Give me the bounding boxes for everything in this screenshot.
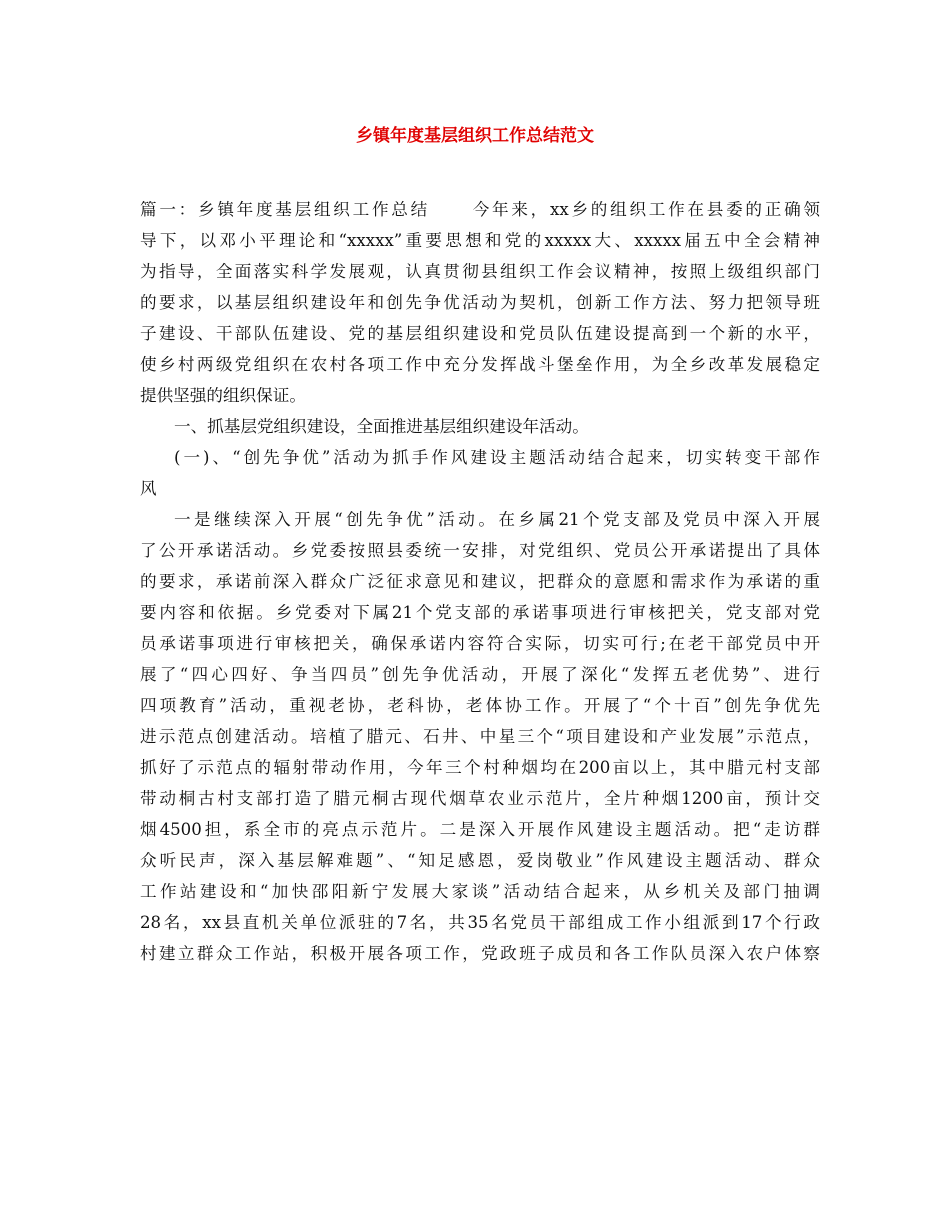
- paragraph-line: 员承诺事项进行审核把关，确保承诺内容符合实际，切实可行;在老干部党员中开: [140, 634, 820, 653]
- subsection-heading-line: 风: [140, 479, 157, 498]
- document-body: [140, 194, 820, 969]
- intro-line: 的要求，以基层组织建设年和创先争优活动为契机，创新工作方法、努力把领导班: [140, 293, 820, 312]
- paragraph-line: 一是继续深入开展“创先争优”活动。在乡属21个党支部及党员中深入开展: [174, 510, 820, 529]
- paragraph-line: 要内容和依据。乡党委对下属21个党支部的承诺事项进行审核把关，党支部对党: [140, 603, 820, 622]
- intro-line: 使乡村两级党组织在农村各项工作中充分发挥战斗堡垒作用，为全乡改革发展稳定: [140, 355, 820, 374]
- document-title: 乡镇年度基层组织工作总结范文: [356, 126, 594, 146]
- paragraph-line: 带动桐古村支部打造了腊元桐古现代烟草农业示范片，全片种烟1200亩，预计交: [140, 789, 820, 808]
- paragraph-line: 展了“四心四好、争当四员”创先争优活动，开展了深化“发挥五老优势”、进行: [140, 665, 820, 684]
- intro-line: 导下，以邓小平理论和“xxxxx”重要思想和党的xxxxx大、xxxxx届五中全会精神: [140, 231, 820, 250]
- paragraph-line: 进示范点创建活动。培植了腊元、石井、中星三个“项目建设和产业发展”示范点，: [140, 727, 820, 746]
- intro-heading: 篇一：乡镇年度基层组织工作总结: [140, 200, 430, 219]
- paragraph-line: 了公开承诺活动。乡党委按照县委统一安排，对党组织、党员公开承诺提出了具体: [140, 541, 820, 560]
- paragraph-line: 的要求，承诺前深入群众广泛征求意见和建议，把群众的意愿和需求作为承诺的重: [140, 572, 820, 591]
- intro-line: 为指导，全面落实科学发展观，认真贯彻县组织工作会议精神，按照上级组织部门: [140, 262, 820, 281]
- paragraph-line: 28名，xx县直机关单位派驻的7名，共35名党员干部组成工作小组派到17个行政: [140, 913, 820, 932]
- paragraph-line: 抓好了示范点的辐射带动作用，今年三个村种烟均在200亩以上，其中腊元村支部: [140, 758, 820, 777]
- intro-first-line-text: 今年来，xx乡的组织工作在县委的正确领: [469, 200, 821, 219]
- intro-first-line: [140, 194, 820, 225]
- section-heading: 一、抓基层党组织建设，全面推进基层组织建设年活动。: [174, 417, 589, 436]
- paragraph-line: 烟4500担，系全市的亮点示范片。二是深入开展作风建设主题活动。把“走访群: [140, 820, 820, 839]
- paragraph-line: 众听民声，深入基层解难题”、“知足感恩，爱岗敬业”作风建设主题活动、群众: [140, 851, 820, 870]
- paragraph-line: 村建立群众工作站，积极开展各项工作，党政班子成员和各工作队员深入农户体察: [140, 944, 820, 963]
- subsection-heading-line: (一)、“创先争优”活动为抓手作风建设主题活动结合起来，切实转变干部作: [174, 448, 820, 467]
- paragraph-line: 四项教育”活动，重视老协，老科协，老体协工作。开展了“个十百”创先争优先: [140, 696, 820, 715]
- intro-line: 子建设、干部队伍建设、党的基层组织建设和党员队伍建设提高到一个新的水平，: [140, 324, 820, 343]
- intro-line: 提供坚强的组织保证。: [140, 386, 306, 405]
- paragraph-line: 工作站建设和“加快邵阳新宁发展大家谈”活动结合起来，从乡机关及部门抽调: [140, 882, 820, 901]
